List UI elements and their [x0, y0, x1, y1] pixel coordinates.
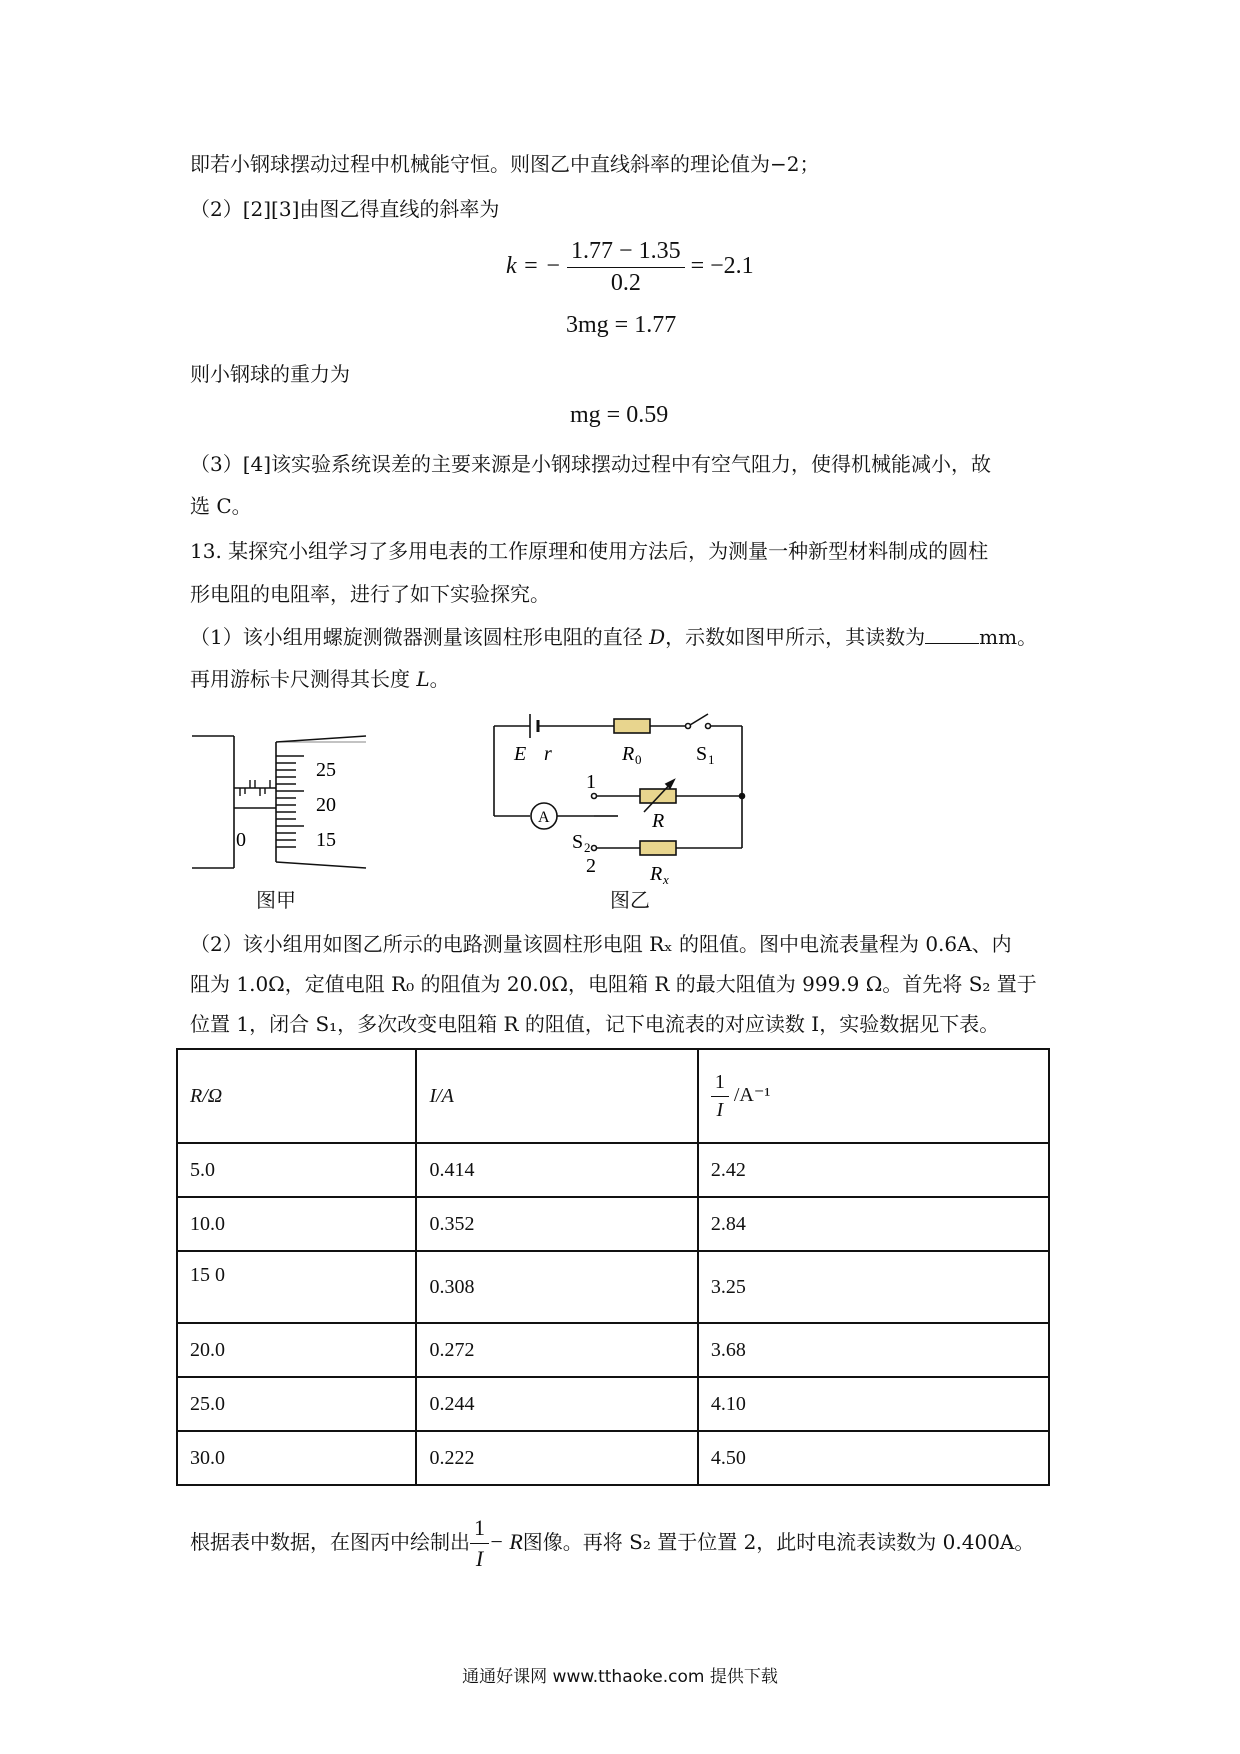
table-row: [177, 1251, 1049, 1323]
micrometer-label-20: 20: [316, 794, 336, 816]
header-inv-i-num: 1: [711, 1071, 729, 1097]
eq-k-rhs: = −2.1: [690, 253, 754, 280]
eq-k-den: 0.2: [610, 270, 641, 296]
circuit-label-r: r: [544, 743, 552, 765]
table-row: [177, 1323, 1049, 1377]
final-text-pre: 根据表中数据，在图丙中绘制出: [190, 1530, 470, 1554]
circuit-label-rx: R: [650, 863, 663, 885]
table-row: [177, 1431, 1049, 1485]
cell: 30.0: [177, 1431, 416, 1485]
cell: 0.352: [416, 1197, 697, 1251]
equation-mg: mg = 0.59: [570, 402, 669, 428]
circuit-label-r0: R: [622, 743, 635, 765]
circuit-label-r-box: R: [652, 810, 665, 832]
cell: 0.272: [416, 1323, 697, 1377]
header-inv-i: [698, 1049, 1049, 1143]
p1-var-d: D: [649, 625, 666, 649]
circuit-label-s1: S: [696, 743, 708, 765]
circuit-label-pos1: 1: [586, 771, 596, 793]
equation-slope: [506, 238, 754, 297]
circuit-label-s2-sub: 2: [584, 840, 591, 855]
final-line: [190, 1512, 1034, 1572]
header-i: I/A: [416, 1049, 697, 1143]
circuit-label-s1-sub: 1: [708, 752, 715, 767]
eq-k-fraction: [567, 238, 685, 297]
final-minus-r: − R: [489, 1529, 523, 1554]
text-line-2: （2）[2][3]由图乙得直线的斜率为: [190, 197, 500, 221]
circuit-label-pos2: 2: [586, 855, 596, 877]
ammeter-symbol: A: [538, 809, 550, 826]
part2-line-1: （2）该小组用如图乙所示的电路测量该圆柱形电阻 Rₓ 的阻值。图中电流表量程为 0.6A、内: [190, 932, 1012, 956]
micrometer-label-0: 0: [236, 829, 246, 851]
final-frac-num: 1: [470, 1515, 489, 1544]
micrometer-label-15: 15: [316, 829, 336, 851]
eq-k-lhs: k = −: [506, 253, 562, 280]
circuit-label-r0-sub: 0: [635, 752, 642, 767]
question-13-part1-line1: [190, 623, 1037, 651]
p1b-text-pre: 再用游标卡尺测得其长度: [190, 667, 417, 691]
page-footer: 通通好课网 www.tthaoke.com 提供下载: [462, 1667, 778, 1687]
text-line-1: 即若小钢球摆动过程中机械能守恒。则图乙中直线斜率的理论值为−2；: [190, 152, 820, 176]
micrometer-figure: [186, 728, 376, 878]
p1b-text-post: 。: [429, 667, 450, 691]
table-row: [177, 1377, 1049, 1431]
circuit-label-s2: S: [572, 831, 584, 853]
final-fraction: [470, 1515, 489, 1572]
cell: 20.0: [177, 1323, 416, 1377]
cell: 25.0: [177, 1377, 416, 1431]
cell: 3.68: [698, 1323, 1049, 1377]
circuit-label-e: E: [514, 743, 527, 765]
cell: 0.308: [416, 1251, 697, 1323]
header-inv-i-den: I: [716, 1098, 724, 1121]
cell: 0.244: [416, 1377, 697, 1431]
text-line-5: 选 C。: [190, 494, 252, 518]
p1-text-pre: （1）该小组用螺旋测微器测量该圆柱形电阻的直径: [190, 625, 650, 649]
p1b-var-l: L: [416, 667, 430, 691]
cell: 5.0: [177, 1143, 416, 1197]
circuit-label-rx-sub: x: [663, 872, 669, 887]
caption-yi: 图乙: [610, 888, 650, 912]
p1-text-post: mm。: [979, 625, 1038, 649]
cell: 2.84: [698, 1197, 1049, 1251]
part2-line-3: 位置 1，闭合 S₁，多次改变电阻箱 R 的阻值，记下电流表的对应读数 I，实验数据见下表。: [190, 1012, 1000, 1036]
header-inv-i-unit: /A⁻¹: [733, 1083, 771, 1106]
caption-jia: 图甲: [256, 888, 296, 912]
question-13-line-1: 13. 某探究小组学习了多用电表的工作原理和使用方法后，为测量一种新型材料制成的圆柱: [190, 539, 989, 563]
table-row: [177, 1143, 1049, 1197]
table-row: [177, 1197, 1049, 1251]
answer-blank[interactable]: [925, 625, 979, 644]
micrometer-label-25: 25: [316, 759, 336, 781]
header-r: R/Ω: [177, 1049, 416, 1143]
text-line-4: （3）[4]该实验系统误差的主要来源是小钢球摆动过程中有空气阻力，使得机械能减小，故: [190, 452, 992, 476]
text-line-3: 则小钢球的重力为: [190, 362, 350, 386]
question-13-part1-line2: [190, 665, 450, 693]
equation-3mg: 3mg = 1.77: [566, 312, 677, 338]
question-13-line-2: 形电阻的电阻率，进行了如下实验探究。: [190, 582, 550, 606]
cell: 15 0: [177, 1251, 416, 1323]
p1-text-mid: ，示数如图甲所示，其读数为: [665, 625, 926, 649]
cell: 10.0: [177, 1197, 416, 1251]
data-table: [176, 1048, 1050, 1486]
cell: 2.42: [698, 1143, 1049, 1197]
final-frac-den: I: [475, 1546, 484, 1571]
eq-k-num: 1.77 − 1.35: [567, 238, 685, 268]
cell: 4.50: [698, 1431, 1049, 1485]
circuit-figure: [486, 708, 756, 888]
header-inv-i-fraction: [711, 1071, 729, 1122]
final-text-post: 图像。再将 S₂ 置于位置 2，此时电流表读数为 0.400A。: [522, 1530, 1035, 1554]
cell: 3.25: [698, 1251, 1049, 1323]
cell: 4.10: [698, 1377, 1049, 1431]
cell: 0.414: [416, 1143, 697, 1197]
table-header-row: [177, 1049, 1049, 1143]
cell: 0.222: [416, 1431, 697, 1485]
part2-line-2: 阻为 1.0Ω，定值电阻 R₀ 的阻值为 20.0Ω，电阻箱 R 的最大阻值为 999.9 Ω。首先将 S₂ 置于: [190, 972, 1037, 996]
